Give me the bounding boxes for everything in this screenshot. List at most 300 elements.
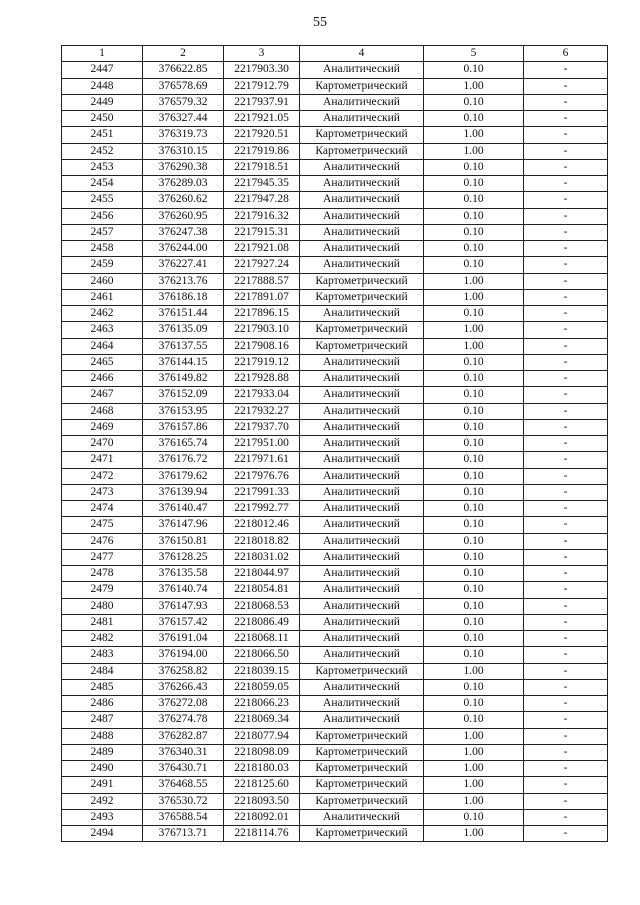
method-cell: Аналитический bbox=[300, 403, 424, 419]
y-coordinate-cell: 2218068.11 bbox=[224, 631, 300, 647]
accuracy-cell: 1.00 bbox=[424, 143, 524, 159]
description-cell: - bbox=[524, 728, 608, 744]
method-cell: Аналитический bbox=[300, 62, 424, 78]
y-coordinate-cell: 2217945.35 bbox=[224, 176, 300, 192]
method-cell: Аналитический bbox=[300, 387, 424, 403]
x-coordinate-cell: 376289.03 bbox=[143, 176, 224, 192]
x-coordinate-cell: 376227.41 bbox=[143, 257, 224, 273]
y-coordinate-cell: 2217919.12 bbox=[224, 354, 300, 370]
accuracy-cell: 0.10 bbox=[424, 566, 524, 582]
accuracy-cell: 1.00 bbox=[424, 273, 524, 289]
table-row bbox=[62, 452, 608, 468]
method-cell: Аналитический bbox=[300, 159, 424, 175]
y-coordinate-cell: 2217932.27 bbox=[224, 403, 300, 419]
x-coordinate-cell: 376135.09 bbox=[143, 322, 224, 338]
description-cell: - bbox=[524, 94, 608, 110]
x-coordinate-cell: 376266.43 bbox=[143, 679, 224, 695]
description-cell: - bbox=[524, 614, 608, 630]
table-row bbox=[62, 501, 608, 517]
column-header-3: 3 bbox=[224, 46, 300, 62]
description-cell: - bbox=[524, 419, 608, 435]
method-cell: Аналитический bbox=[300, 241, 424, 257]
table-row bbox=[62, 533, 608, 549]
table-row bbox=[62, 354, 608, 370]
accuracy-cell: 0.10 bbox=[424, 517, 524, 533]
x-coordinate-cell: 376151.44 bbox=[143, 306, 224, 322]
point-number-cell: 2455 bbox=[62, 192, 143, 208]
description-cell: - bbox=[524, 566, 608, 582]
method-cell: Аналитический bbox=[300, 582, 424, 598]
table-row bbox=[62, 273, 608, 289]
y-coordinate-cell: 2217937.91 bbox=[224, 94, 300, 110]
point-number-cell: 2464 bbox=[62, 338, 143, 354]
point-number-cell: 2491 bbox=[62, 777, 143, 793]
method-cell: Аналитический bbox=[300, 533, 424, 549]
method-cell: Аналитический bbox=[300, 419, 424, 435]
y-coordinate-cell: 2217903.30 bbox=[224, 62, 300, 78]
y-coordinate-cell: 2217971.61 bbox=[224, 452, 300, 468]
point-number-cell: 2489 bbox=[62, 744, 143, 760]
x-coordinate-cell: 376144.15 bbox=[143, 354, 224, 370]
column-header-5: 5 bbox=[424, 46, 524, 62]
description-cell: - bbox=[524, 468, 608, 484]
x-coordinate-cell: 376274.78 bbox=[143, 712, 224, 728]
accuracy-cell: 0.10 bbox=[424, 94, 524, 110]
point-number-cell: 2472 bbox=[62, 468, 143, 484]
y-coordinate-cell: 2218031.02 bbox=[224, 549, 300, 565]
point-number-cell: 2457 bbox=[62, 224, 143, 240]
column-header-2: 2 bbox=[143, 46, 224, 62]
method-cell: Аналитический bbox=[300, 371, 424, 387]
accuracy-cell: 1.00 bbox=[424, 663, 524, 679]
table-row bbox=[62, 192, 608, 208]
method-cell: Аналитический bbox=[300, 712, 424, 728]
table-row bbox=[62, 679, 608, 695]
y-coordinate-cell: 2218125.60 bbox=[224, 777, 300, 793]
x-coordinate-cell: 376713.71 bbox=[143, 826, 224, 842]
description-cell: - bbox=[524, 224, 608, 240]
method-cell: Картометрический bbox=[300, 289, 424, 305]
description-cell: - bbox=[524, 484, 608, 500]
x-coordinate-cell: 376327.44 bbox=[143, 111, 224, 127]
y-coordinate-cell: 2218093.50 bbox=[224, 793, 300, 809]
description-cell: - bbox=[524, 663, 608, 679]
method-cell: Аналитический bbox=[300, 679, 424, 695]
x-coordinate-cell: 376179.62 bbox=[143, 468, 224, 484]
y-coordinate-cell: 2217928.88 bbox=[224, 371, 300, 387]
x-coordinate-cell: 376213.76 bbox=[143, 273, 224, 289]
description-cell: - bbox=[524, 712, 608, 728]
y-coordinate-cell: 2218068.53 bbox=[224, 598, 300, 614]
x-coordinate-cell: 376152.09 bbox=[143, 387, 224, 403]
x-coordinate-cell: 376579.32 bbox=[143, 94, 224, 110]
point-number-cell: 2460 bbox=[62, 273, 143, 289]
table-row bbox=[62, 371, 608, 387]
method-cell: Аналитический bbox=[300, 224, 424, 240]
y-coordinate-cell: 2218044.97 bbox=[224, 566, 300, 582]
x-coordinate-cell: 376128.25 bbox=[143, 549, 224, 565]
method-cell: Картометрический bbox=[300, 143, 424, 159]
column-header-1: 1 bbox=[62, 46, 143, 62]
accuracy-cell: 0.10 bbox=[424, 419, 524, 435]
description-cell: - bbox=[524, 289, 608, 305]
table-row bbox=[62, 289, 608, 305]
x-coordinate-cell: 376290.38 bbox=[143, 159, 224, 175]
description-cell: - bbox=[524, 777, 608, 793]
description-cell: - bbox=[524, 533, 608, 549]
accuracy-cell: 0.10 bbox=[424, 224, 524, 240]
table-row bbox=[62, 761, 608, 777]
accuracy-cell: 0.10 bbox=[424, 696, 524, 712]
table-row bbox=[62, 566, 608, 582]
table-row bbox=[62, 484, 608, 500]
point-number-cell: 2490 bbox=[62, 761, 143, 777]
accuracy-cell: 1.00 bbox=[424, 744, 524, 760]
description-cell: - bbox=[524, 338, 608, 354]
column-header-4: 4 bbox=[300, 46, 424, 62]
point-number-cell: 2461 bbox=[62, 289, 143, 305]
y-coordinate-cell: 2217920.51 bbox=[224, 127, 300, 143]
description-cell: - bbox=[524, 143, 608, 159]
point-number-cell: 2448 bbox=[62, 78, 143, 94]
table-row bbox=[62, 257, 608, 273]
x-coordinate-cell: 376530.72 bbox=[143, 793, 224, 809]
x-coordinate-cell: 376282.87 bbox=[143, 728, 224, 744]
table-row bbox=[62, 809, 608, 825]
point-number-cell: 2474 bbox=[62, 501, 143, 517]
x-coordinate-cell: 376135.58 bbox=[143, 566, 224, 582]
point-number-cell: 2451 bbox=[62, 127, 143, 143]
page-number: 55 bbox=[313, 15, 327, 30]
point-number-cell: 2486 bbox=[62, 696, 143, 712]
y-coordinate-cell: 2217891.07 bbox=[224, 289, 300, 305]
method-cell: Аналитический bbox=[300, 468, 424, 484]
description-cell: - bbox=[524, 159, 608, 175]
y-coordinate-cell: 2217947.28 bbox=[224, 192, 300, 208]
x-coordinate-cell: 376588.54 bbox=[143, 809, 224, 825]
table-header bbox=[62, 46, 608, 62]
accuracy-cell: 0.10 bbox=[424, 176, 524, 192]
table-row bbox=[62, 777, 608, 793]
x-coordinate-cell: 376157.86 bbox=[143, 419, 224, 435]
table-row bbox=[62, 143, 608, 159]
column-header-6: 6 bbox=[524, 46, 608, 62]
y-coordinate-cell: 2217919.86 bbox=[224, 143, 300, 159]
description-cell: - bbox=[524, 127, 608, 143]
y-coordinate-cell: 2217992.77 bbox=[224, 501, 300, 517]
description-cell: - bbox=[524, 62, 608, 78]
y-coordinate-cell: 2218069.34 bbox=[224, 712, 300, 728]
method-cell: Картометрический bbox=[300, 127, 424, 143]
y-coordinate-cell: 2218059.05 bbox=[224, 679, 300, 695]
accuracy-cell: 0.10 bbox=[424, 436, 524, 452]
description-cell: - bbox=[524, 517, 608, 533]
point-number-cell: 2466 bbox=[62, 371, 143, 387]
description-cell: - bbox=[524, 549, 608, 565]
table-row bbox=[62, 94, 608, 110]
x-coordinate-cell: 376140.47 bbox=[143, 501, 224, 517]
description-cell: - bbox=[524, 436, 608, 452]
accuracy-cell: 1.00 bbox=[424, 289, 524, 305]
point-number-cell: 2454 bbox=[62, 176, 143, 192]
accuracy-cell: 1.00 bbox=[424, 793, 524, 809]
y-coordinate-cell: 2217916.32 bbox=[224, 208, 300, 224]
accuracy-cell: 0.10 bbox=[424, 208, 524, 224]
method-cell: Аналитический bbox=[300, 354, 424, 370]
point-number-cell: 2477 bbox=[62, 549, 143, 565]
x-coordinate-cell: 376258.82 bbox=[143, 663, 224, 679]
accuracy-cell: 0.10 bbox=[424, 62, 524, 78]
accuracy-cell: 1.00 bbox=[424, 322, 524, 338]
y-coordinate-cell: 2217915.31 bbox=[224, 224, 300, 240]
accuracy-cell: 0.10 bbox=[424, 549, 524, 565]
point-number-cell: 2453 bbox=[62, 159, 143, 175]
description-cell: - bbox=[524, 371, 608, 387]
point-number-cell: 2469 bbox=[62, 419, 143, 435]
description-cell: - bbox=[524, 452, 608, 468]
method-cell: Аналитический bbox=[300, 452, 424, 468]
y-coordinate-cell: 2218066.23 bbox=[224, 696, 300, 712]
point-number-cell: 2463 bbox=[62, 322, 143, 338]
point-number-cell: 2471 bbox=[62, 452, 143, 468]
table-row bbox=[62, 517, 608, 533]
x-coordinate-cell: 376430.71 bbox=[143, 761, 224, 777]
x-coordinate-cell: 376244.00 bbox=[143, 241, 224, 257]
header-row bbox=[62, 46, 608, 62]
accuracy-cell: 1.00 bbox=[424, 78, 524, 94]
accuracy-cell: 0.10 bbox=[424, 614, 524, 630]
method-cell: Картометрический bbox=[300, 273, 424, 289]
method-cell: Картометрический bbox=[300, 826, 424, 842]
accuracy-cell: 0.10 bbox=[424, 159, 524, 175]
method-cell: Аналитический bbox=[300, 549, 424, 565]
point-number-cell: 2458 bbox=[62, 241, 143, 257]
point-number-cell: 2465 bbox=[62, 354, 143, 370]
point-number-cell: 2447 bbox=[62, 62, 143, 78]
accuracy-cell: 0.10 bbox=[424, 452, 524, 468]
point-number-cell: 2494 bbox=[62, 826, 143, 842]
accuracy-cell: 0.10 bbox=[424, 192, 524, 208]
accuracy-cell: 0.10 bbox=[424, 501, 524, 517]
description-cell: - bbox=[524, 598, 608, 614]
point-number-cell: 2481 bbox=[62, 614, 143, 630]
x-coordinate-cell: 376468.55 bbox=[143, 777, 224, 793]
y-coordinate-cell: 2218092.01 bbox=[224, 809, 300, 825]
method-cell: Аналитический bbox=[300, 192, 424, 208]
table-row bbox=[62, 306, 608, 322]
method-cell: Аналитический bbox=[300, 176, 424, 192]
accuracy-cell: 0.10 bbox=[424, 809, 524, 825]
method-cell: Картометрический bbox=[300, 777, 424, 793]
y-coordinate-cell: 2217912.79 bbox=[224, 78, 300, 94]
method-cell: Аналитический bbox=[300, 111, 424, 127]
method-cell: Аналитический bbox=[300, 696, 424, 712]
accuracy-cell: 0.10 bbox=[424, 468, 524, 484]
y-coordinate-cell: 2217927.24 bbox=[224, 257, 300, 273]
accuracy-cell: 1.00 bbox=[424, 826, 524, 842]
table-row bbox=[62, 403, 608, 419]
method-cell: Картометрический bbox=[300, 793, 424, 809]
point-number-cell: 2450 bbox=[62, 111, 143, 127]
method-cell: Аналитический bbox=[300, 598, 424, 614]
y-coordinate-cell: 2217937.70 bbox=[224, 419, 300, 435]
point-number-cell: 2487 bbox=[62, 712, 143, 728]
description-cell: - bbox=[524, 208, 608, 224]
table-row bbox=[62, 793, 608, 809]
y-coordinate-cell: 2218039.15 bbox=[224, 663, 300, 679]
x-coordinate-cell: 376272.08 bbox=[143, 696, 224, 712]
accuracy-cell: 0.10 bbox=[424, 241, 524, 257]
description-cell: - bbox=[524, 744, 608, 760]
y-coordinate-cell: 2218066.50 bbox=[224, 647, 300, 663]
description-cell: - bbox=[524, 111, 608, 127]
y-coordinate-cell: 2217921.05 bbox=[224, 111, 300, 127]
x-coordinate-cell: 376247.38 bbox=[143, 224, 224, 240]
accuracy-cell: 0.10 bbox=[424, 647, 524, 663]
y-coordinate-cell: 2217896.15 bbox=[224, 306, 300, 322]
table-row bbox=[62, 614, 608, 630]
accuracy-cell: 0.10 bbox=[424, 484, 524, 500]
method-cell: Картометрический bbox=[300, 728, 424, 744]
accuracy-cell: 0.10 bbox=[424, 387, 524, 403]
accuracy-cell: 1.00 bbox=[424, 728, 524, 744]
description-cell: - bbox=[524, 582, 608, 598]
method-cell: Аналитический bbox=[300, 614, 424, 630]
method-cell: Картометрический bbox=[300, 338, 424, 354]
x-coordinate-cell: 376310.15 bbox=[143, 143, 224, 159]
table-row bbox=[62, 663, 608, 679]
description-cell: - bbox=[524, 387, 608, 403]
method-cell: Аналитический bbox=[300, 484, 424, 500]
accuracy-cell: 0.10 bbox=[424, 306, 524, 322]
accuracy-cell: 0.10 bbox=[424, 631, 524, 647]
table-row bbox=[62, 436, 608, 452]
table-row bbox=[62, 647, 608, 663]
point-number-cell: 2468 bbox=[62, 403, 143, 419]
accuracy-cell: 1.00 bbox=[424, 338, 524, 354]
method-cell: Картометрический bbox=[300, 761, 424, 777]
x-coordinate-cell: 376578.69 bbox=[143, 78, 224, 94]
accuracy-cell: 0.10 bbox=[424, 598, 524, 614]
description-cell: - bbox=[524, 809, 608, 825]
point-number-cell: 2476 bbox=[62, 533, 143, 549]
method-cell: Аналитический bbox=[300, 517, 424, 533]
table-row bbox=[62, 224, 608, 240]
y-coordinate-cell: 2218054.81 bbox=[224, 582, 300, 598]
table-row bbox=[62, 78, 608, 94]
x-coordinate-cell: 376194.00 bbox=[143, 647, 224, 663]
table-row bbox=[62, 111, 608, 127]
point-number-cell: 2484 bbox=[62, 663, 143, 679]
point-number-cell: 2473 bbox=[62, 484, 143, 500]
point-number-cell: 2462 bbox=[62, 306, 143, 322]
accuracy-cell: 1.00 bbox=[424, 127, 524, 143]
description-cell: - bbox=[524, 257, 608, 273]
description-cell: - bbox=[524, 306, 608, 322]
method-cell: Аналитический bbox=[300, 436, 424, 452]
method-cell: Аналитический bbox=[300, 94, 424, 110]
accuracy-cell: 1.00 bbox=[424, 761, 524, 777]
accuracy-cell: 0.10 bbox=[424, 679, 524, 695]
table-row bbox=[62, 631, 608, 647]
y-coordinate-cell: 2217903.10 bbox=[224, 322, 300, 338]
y-coordinate-cell: 2218086.49 bbox=[224, 614, 300, 630]
y-coordinate-cell: 2218098.09 bbox=[224, 744, 300, 760]
description-cell: - bbox=[524, 273, 608, 289]
point-number-cell: 2475 bbox=[62, 517, 143, 533]
table-row bbox=[62, 826, 608, 842]
description-cell: - bbox=[524, 696, 608, 712]
table-row bbox=[62, 696, 608, 712]
method-cell: Аналитический bbox=[300, 809, 424, 825]
x-coordinate-cell: 376260.95 bbox=[143, 208, 224, 224]
method-cell: Картометрический bbox=[300, 78, 424, 94]
x-coordinate-cell: 376176.72 bbox=[143, 452, 224, 468]
point-number-cell: 2483 bbox=[62, 647, 143, 663]
x-coordinate-cell: 376139.94 bbox=[143, 484, 224, 500]
table-row bbox=[62, 728, 608, 744]
point-number-cell: 2492 bbox=[62, 793, 143, 809]
y-coordinate-cell: 2217991.33 bbox=[224, 484, 300, 500]
description-cell: - bbox=[524, 631, 608, 647]
table-body bbox=[62, 62, 608, 842]
accuracy-cell: 0.10 bbox=[424, 533, 524, 549]
accuracy-cell: 0.10 bbox=[424, 371, 524, 387]
x-coordinate-cell: 376147.96 bbox=[143, 517, 224, 533]
x-coordinate-cell: 376140.74 bbox=[143, 582, 224, 598]
point-number-cell: 2488 bbox=[62, 728, 143, 744]
table-row bbox=[62, 598, 608, 614]
point-number-cell: 2459 bbox=[62, 257, 143, 273]
accuracy-cell: 0.10 bbox=[424, 257, 524, 273]
table-row bbox=[62, 387, 608, 403]
description-cell: - bbox=[524, 826, 608, 842]
y-coordinate-cell: 2217918.51 bbox=[224, 159, 300, 175]
method-cell: Аналитический bbox=[300, 566, 424, 582]
y-coordinate-cell: 2218012.46 bbox=[224, 517, 300, 533]
table-row bbox=[62, 241, 608, 257]
accuracy-cell: 0.10 bbox=[424, 712, 524, 728]
table-row bbox=[62, 712, 608, 728]
x-coordinate-cell: 376319.73 bbox=[143, 127, 224, 143]
y-coordinate-cell: 2218018.82 bbox=[224, 533, 300, 549]
accuracy-cell: 1.00 bbox=[424, 777, 524, 793]
x-coordinate-cell: 376186.18 bbox=[143, 289, 224, 305]
description-cell: - bbox=[524, 322, 608, 338]
y-coordinate-cell: 2217921.08 bbox=[224, 241, 300, 257]
method-cell: Аналитический bbox=[300, 257, 424, 273]
method-cell: Аналитический bbox=[300, 306, 424, 322]
method-cell: Аналитический bbox=[300, 501, 424, 517]
y-coordinate-cell: 2217976.76 bbox=[224, 468, 300, 484]
x-coordinate-cell: 376191.04 bbox=[143, 631, 224, 647]
point-number-cell: 2478 bbox=[62, 566, 143, 582]
table-row bbox=[62, 159, 608, 175]
x-coordinate-cell: 376137.55 bbox=[143, 338, 224, 354]
description-cell: - bbox=[524, 793, 608, 809]
table-row bbox=[62, 127, 608, 143]
x-coordinate-cell: 376150.81 bbox=[143, 533, 224, 549]
y-coordinate-cell: 2218180.03 bbox=[224, 761, 300, 777]
point-number-cell: 2449 bbox=[62, 94, 143, 110]
method-cell: Аналитический bbox=[300, 647, 424, 663]
point-number-cell: 2479 bbox=[62, 582, 143, 598]
point-number-cell: 2456 bbox=[62, 208, 143, 224]
accuracy-cell: 0.10 bbox=[424, 111, 524, 127]
accuracy-cell: 0.10 bbox=[424, 582, 524, 598]
table-row bbox=[62, 582, 608, 598]
point-number-cell: 2480 bbox=[62, 598, 143, 614]
